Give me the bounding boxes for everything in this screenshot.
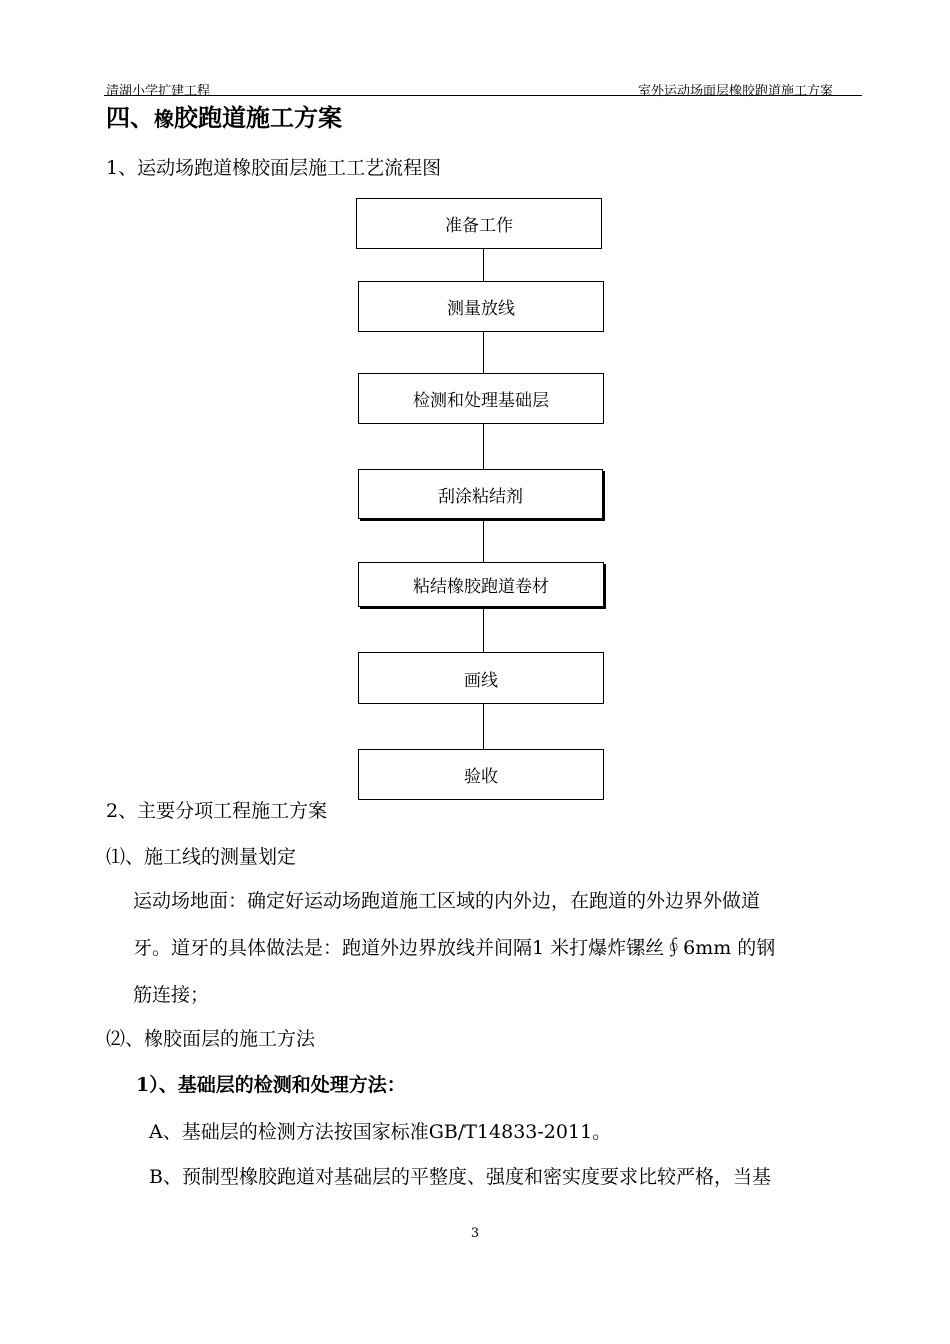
flow-connector bbox=[483, 703, 484, 750]
paragraph-line: 运动场地面：确定好运动场跑道施工区域的内外边，在跑道的外边界外做道 bbox=[133, 890, 761, 912]
title-small-char: 橡 bbox=[154, 107, 174, 131]
flow-step-bond-rolls: 粘结橡胶跑道卷材 bbox=[358, 562, 604, 607]
title-prefix: 四、 bbox=[106, 103, 154, 132]
flow-connector bbox=[483, 607, 484, 653]
paragraph-line: 牙。道牙的具体做法是：跑道外边界放线并间隔1 米打爆炸镙丝∮6mm 的钢 bbox=[133, 937, 776, 959]
subsection-2-heading: ⑵、橡胶面层的施工方法 bbox=[106, 1028, 316, 1050]
flow-step-base-inspect: 检测和处理基础层 bbox=[358, 373, 604, 424]
header-left: 清湖小学扩建工程 bbox=[106, 84, 211, 99]
item-b: B、预制型橡胶跑道对基础层的平整度、强度和密实度要求比较严格，当基 bbox=[149, 1166, 771, 1188]
subsection-1-heading: ⑴、施工线的测量划定 bbox=[106, 846, 297, 868]
subsection-2-1-heading: 1）、基础层的检测和处理方法： bbox=[136, 1074, 406, 1096]
header-right: 室外运动场面层橡胶跑道施工方案 bbox=[638, 84, 834, 99]
page-title bbox=[106, 98, 342, 133]
item-a: A、基础层的检测方法按国家标准GB/T14833-2011。 bbox=[149, 1121, 612, 1143]
section-2-heading: 2、主要分项工程施工方案 bbox=[106, 800, 328, 822]
flow-connector bbox=[483, 423, 484, 470]
flow-connector bbox=[483, 331, 484, 374]
section-1-heading: 1、运动场跑道橡胶面层施工工艺流程图 bbox=[106, 157, 442, 179]
flow-step-marking: 画线 bbox=[358, 652, 604, 704]
flow-step-adhesive: 刮涂粘结剂 bbox=[358, 469, 603, 519]
flow-step-acceptance: 验收 bbox=[358, 749, 604, 800]
flow-connector bbox=[483, 248, 484, 282]
paragraph-line: 筋连接； bbox=[133, 984, 210, 1006]
header-rule bbox=[104, 95, 862, 96]
flow-connector bbox=[483, 519, 484, 562]
title-rest: 胶跑道施工方案 bbox=[174, 103, 342, 132]
page-number: 3 bbox=[470, 1226, 480, 1241]
flow-step-prepare: 准备工作 bbox=[356, 198, 602, 249]
flow-step-survey: 测量放线 bbox=[358, 281, 604, 332]
